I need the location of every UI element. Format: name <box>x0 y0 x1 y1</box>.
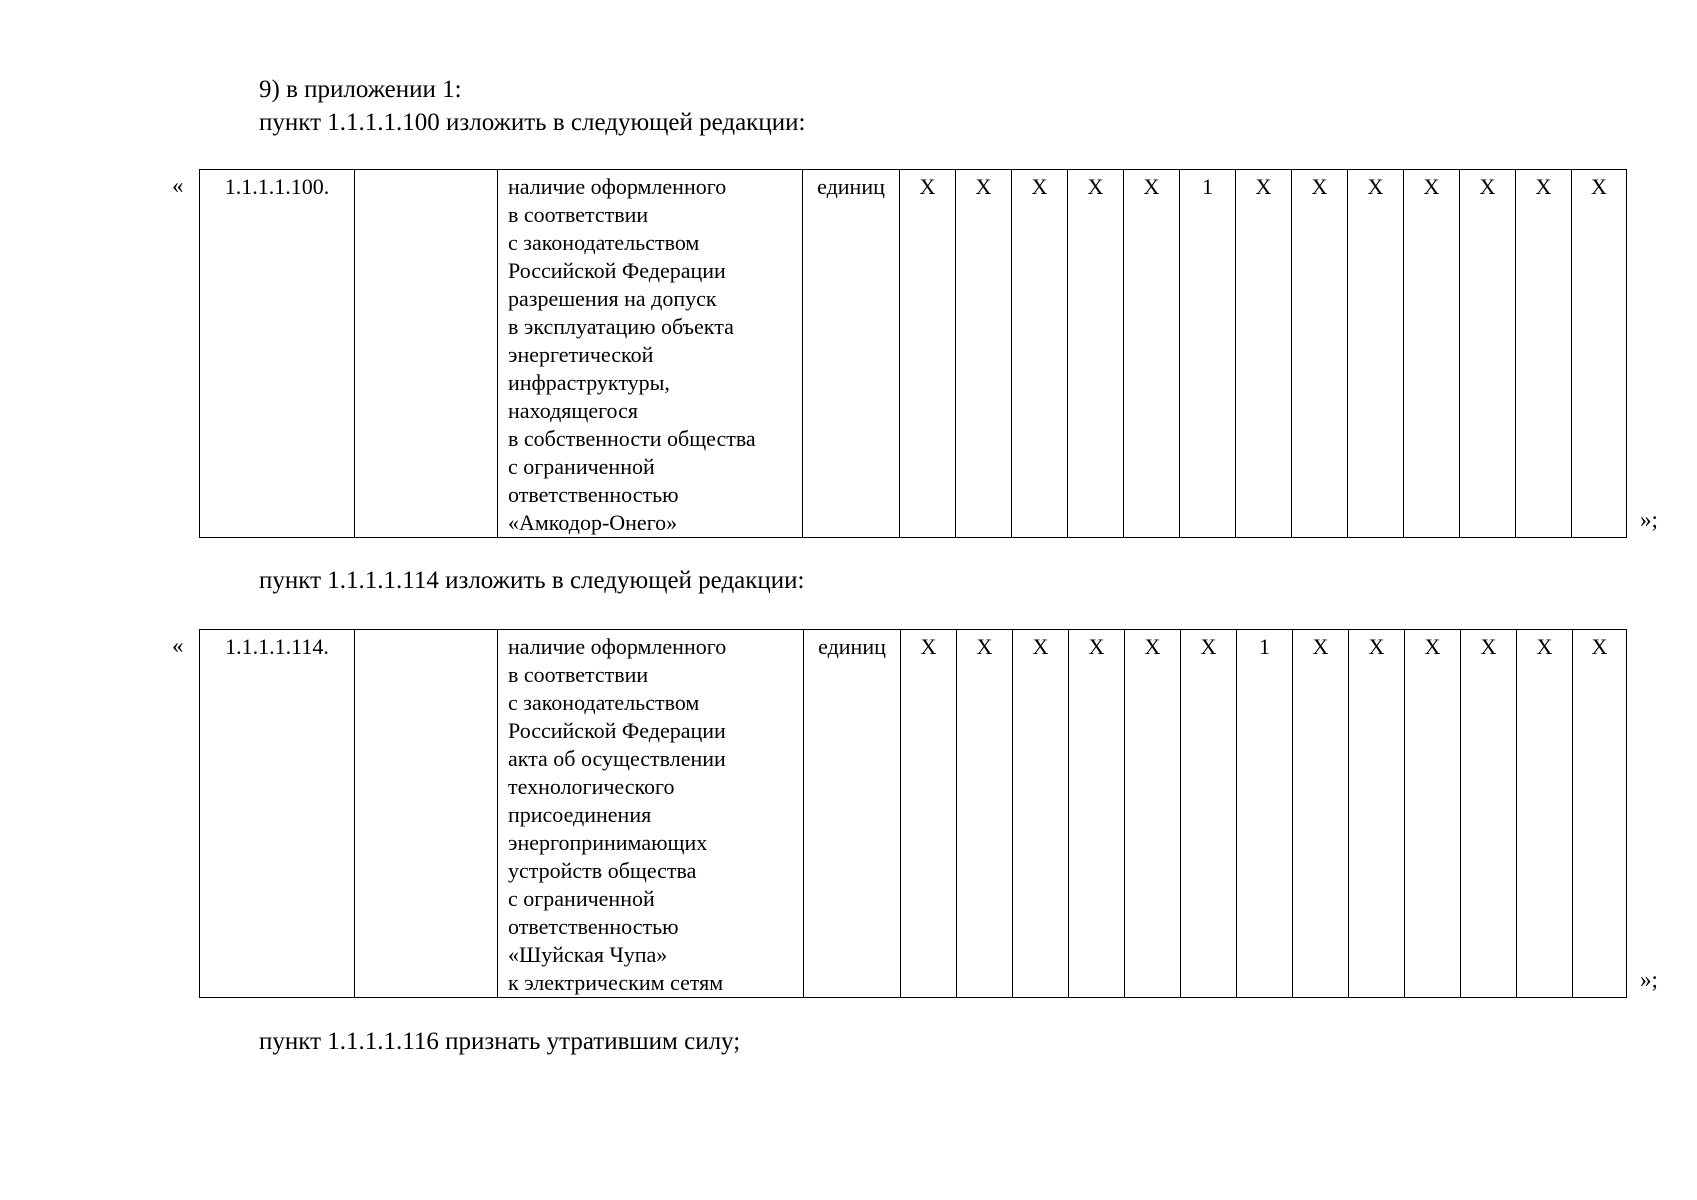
description-line: находящегося <box>508 398 638 423</box>
description-line: в эксплуатацию объекта <box>508 314 734 339</box>
value-cell: X <box>1125 630 1181 998</box>
description-line: ответственностью <box>508 482 679 507</box>
item-116-text: пункт 1.1.1.1.116 признать утратившим силу; <box>259 1028 741 1055</box>
description-line: к электрическим сетям <box>508 970 724 995</box>
table-row <box>200 630 1627 998</box>
description-line: разрешения на допуск <box>508 286 717 311</box>
value-cell: X <box>1293 630 1349 998</box>
value-cell: X <box>1292 170 1348 538</box>
description-line: Российской Федерации <box>508 258 726 283</box>
value-cell: X <box>900 170 956 538</box>
description-line: наличие оформленного <box>508 174 727 199</box>
value-cell: X <box>957 630 1013 998</box>
item-114-intro: пункт 1.1.1.1.114 изложить в следующей редакции: <box>259 567 805 594</box>
value-cell: 1 <box>1237 630 1293 998</box>
description-line: энергопринимающих <box>508 830 708 855</box>
value-cell: 1 <box>1180 170 1236 538</box>
value-cell: X <box>1013 630 1069 998</box>
table1-close-quote: »; <box>1640 507 1658 532</box>
description-line: присоединения <box>508 802 652 827</box>
table1-open-quote: « <box>172 173 184 198</box>
value-cell: X <box>956 170 1012 538</box>
value-cell: X <box>1461 630 1517 998</box>
description-line: ответственностью <box>508 914 679 939</box>
amendment-heading: 9) в приложении 1: <box>259 76 462 103</box>
item-name-cell <box>355 630 498 998</box>
value-cell: X <box>1460 170 1516 538</box>
value-cell: X <box>1516 170 1572 538</box>
value-cell: X <box>1517 630 1573 998</box>
value-cell: X <box>1236 170 1292 538</box>
amendment-table-114 <box>199 629 1627 998</box>
value-cell: X <box>1068 170 1124 538</box>
value-cell: X <box>1349 630 1405 998</box>
item-name-cell <box>355 170 498 538</box>
description-line: с ограниченной <box>508 454 655 479</box>
value-cell: X <box>1572 170 1627 538</box>
description-line: с законодательством <box>508 230 700 255</box>
description-line: наличие оформленного <box>508 634 727 659</box>
description-line: Российской Федерации <box>508 718 726 743</box>
item-code-cell: 1.1.1.1.100. <box>200 170 355 538</box>
description-line: с законодательством <box>508 690 700 715</box>
value-cell: X <box>901 630 957 998</box>
value-cell: X <box>1181 630 1237 998</box>
description-line: в собственности общества <box>508 426 756 451</box>
description-line: «Шуйская Чупа» <box>508 942 668 967</box>
table-row <box>200 170 1627 538</box>
value-cell: X <box>1405 630 1461 998</box>
value-cell: X <box>1404 170 1460 538</box>
description-line: в соответствии <box>508 202 649 227</box>
item-100-intro: пункт 1.1.1.1.100 изложить в следующей редакции: <box>259 109 806 136</box>
item-description-cell <box>498 170 803 538</box>
table2-open-quote: « <box>172 633 184 658</box>
description-line: устройств общества <box>508 858 697 883</box>
description-line: с ограниченной <box>508 886 655 911</box>
item-code-cell: 1.1.1.1.114. <box>200 630 355 998</box>
value-cell: X <box>1573 630 1627 998</box>
amendment-table-100 <box>199 169 1627 538</box>
value-cell: X <box>1348 170 1404 538</box>
unit-cell: единиц <box>803 170 900 538</box>
item-description-cell <box>498 630 804 998</box>
table2-close-quote: »; <box>1640 967 1658 992</box>
description-line: инфраструктуры, <box>508 370 670 395</box>
description-line: энергетической <box>508 342 654 367</box>
value-cell: X <box>1069 630 1125 998</box>
description-line: «Амкодор-Онего» <box>508 510 678 535</box>
description-line: акта об осуществлении <box>508 746 726 771</box>
description-line: технологического <box>508 774 675 799</box>
value-cell: X <box>1012 170 1068 538</box>
unit-cell: единиц <box>804 630 901 998</box>
value-cell: X <box>1124 170 1180 538</box>
description-line: в соответствии <box>508 662 649 687</box>
